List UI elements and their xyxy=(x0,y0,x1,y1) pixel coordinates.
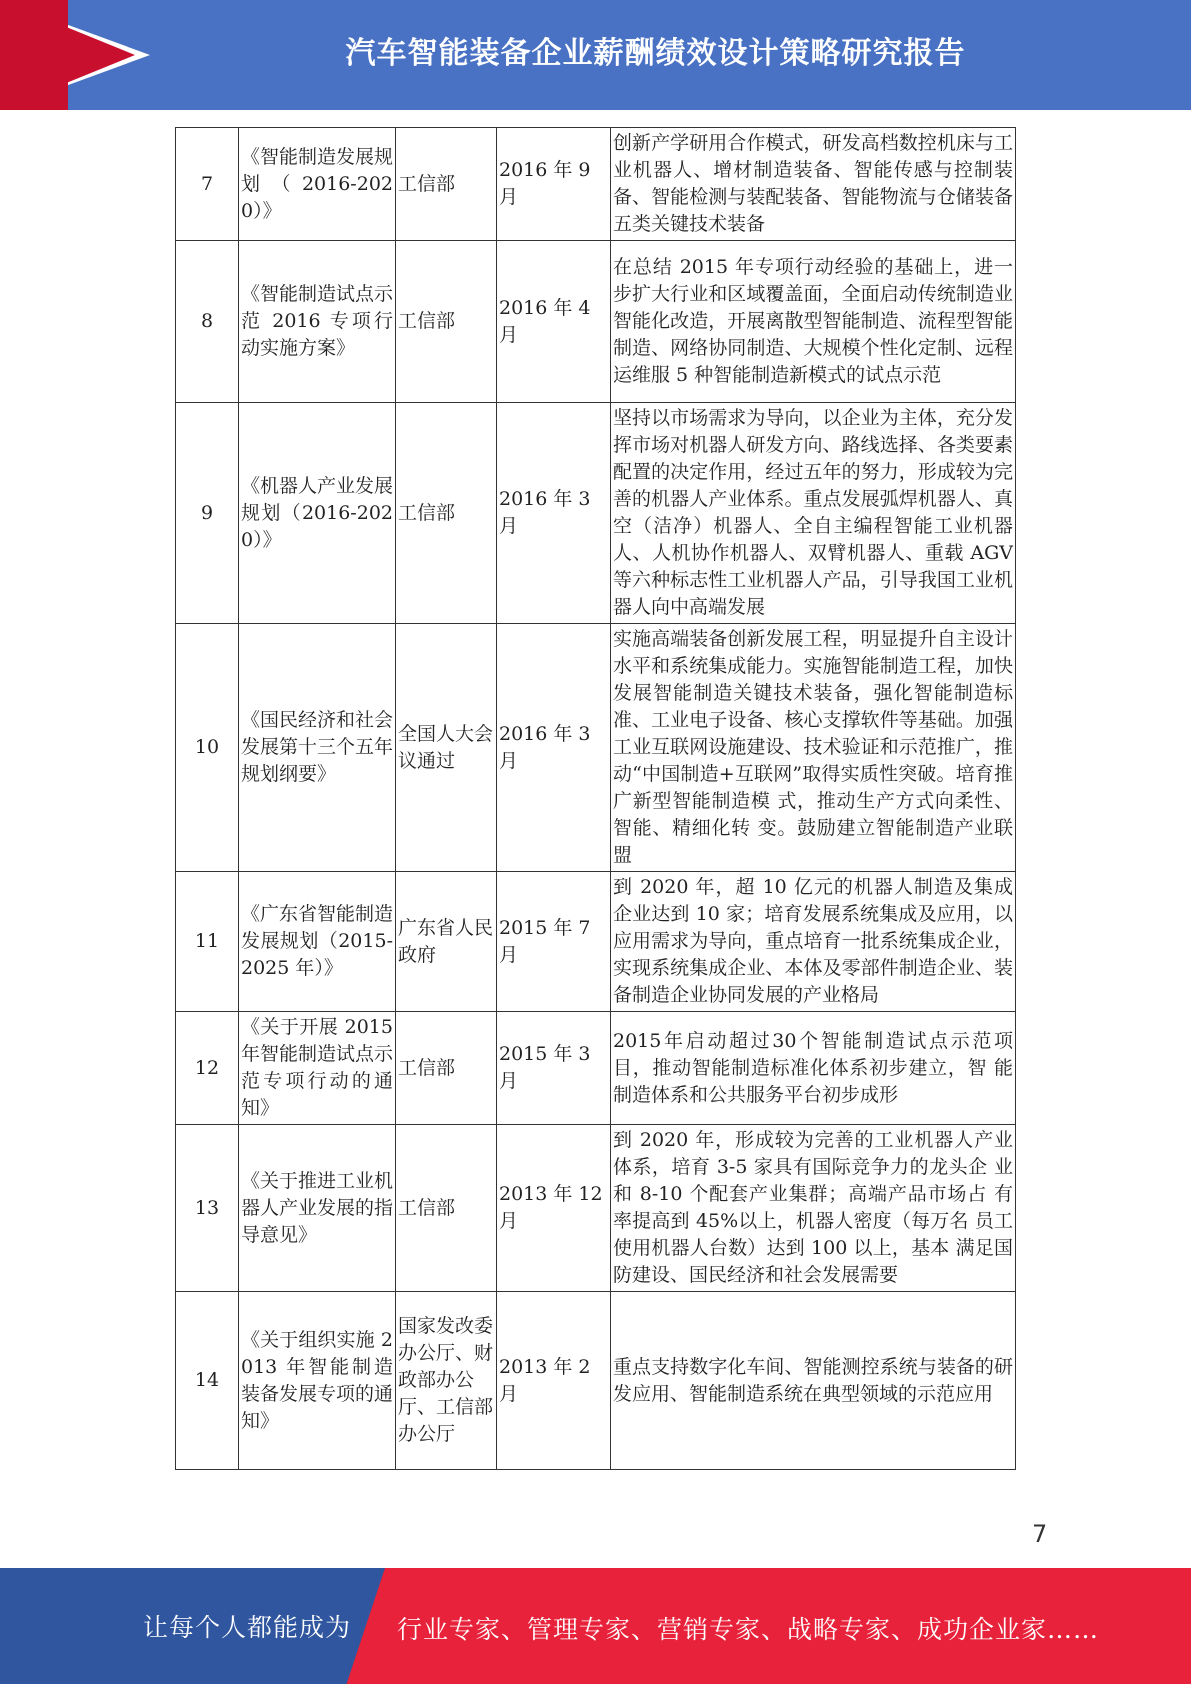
page-number: 7 xyxy=(1032,1520,1048,1548)
report-title: 汽车智能装备企业薪酬绩效设计策略研究报告 xyxy=(345,36,966,71)
issue-date: 2015 年 7 月 xyxy=(497,872,611,1012)
policy-description: 2015年启动超过30个智能制造试点示范项 目，推动智能制造标准化体系初步建立，智 能制造体系和公共服务平台初步成形 xyxy=(611,1012,1016,1125)
policy-name: 《国民经济和社会发展第十三个五年规划纲要》 xyxy=(239,624,396,872)
policy-name: 《关于推进工业机器人产业发展的指导意见》 xyxy=(239,1125,396,1292)
table-row xyxy=(176,1012,1016,1125)
table-row xyxy=(176,403,1016,624)
table-row xyxy=(176,241,1016,403)
row-number: 10 xyxy=(176,624,239,872)
issuing-department: 工信部 xyxy=(396,241,497,403)
table-row xyxy=(176,872,1016,1012)
row-number: 9 xyxy=(176,403,239,624)
policy-description: 坚持以市场需求为导向，以企业为主体，充分发挥市场对机器人研发方向、路线选择、各类要素配置的决定作用，经过五年的努力，形成较为完善的机器人产业体系。重点发展弧焊机器人、真空（洁净）机器人、全自主编程智能工业机器人、人机协作机器人、双臂机器人、重载 AGV 等六种标志性工业机器人产品，引导我国工业机器人向中高端发展 xyxy=(611,403,1016,624)
table-row xyxy=(176,1292,1016,1470)
issue-date: 2016 年 3 月 xyxy=(497,624,611,872)
table-row xyxy=(176,624,1016,872)
issuing-department: 工信部 xyxy=(396,1012,497,1125)
policy-description: 到 2020 年，形成较为完善的工业机器人产业体系，培育 3-5 家具有国际竞争力的龙头企 业和 8-10 个配套产业集群；高端产品市场占 有率提高到 45%以上，机器人密度（每万名 员工使用机器人台数）达到 100 以上，基本 满足国防建设、国民经济和社会发展需要 xyxy=(611,1125,1016,1292)
issuing-department: 工信部 xyxy=(396,1125,497,1292)
issue-date: 2013 年 2 月 xyxy=(497,1292,611,1470)
policy-name: 《机器人产业发展规划（2016-2020）》 xyxy=(239,403,396,624)
page-footer xyxy=(0,1568,1191,1684)
row-number: 11 xyxy=(176,872,239,1012)
policy-description: 到 2020 年，超 10 亿元的机器人制造及集成企业达到 10 家；培育发展系统集成及应用，以应用需求为导向，重点培育一批系统集成企业，实现系统集成企业、本体及零部件制造企业、装备制造企业协同发展的产业格局 xyxy=(611,872,1016,1012)
page-header xyxy=(0,0,1191,110)
policy-description: 实施高端装备创新发展工程，明显提升自主设计水平和系统集成能力。实施智能制造工程，加快发展智能制造关键技术装备，强化智能制造标准、工业电子设备、核心支撑软件等基础。加强工业互联网设施建设、技术验证和示范推广，推动“中国制造+互联网”取得实质性突破。培育推广新型智能制造模 式，推动生产方式向柔性、智能、精细化转 变。鼓励建立智能制造产业联盟 xyxy=(611,624,1016,872)
policy-name: 《广东省智能制造发展规划（2015-2025 年）》 xyxy=(239,872,396,1012)
policy-description: 重点支持数字化车间、智能测控系统与装备的研发应用、智能制造系统在典型领域的示范应用 xyxy=(611,1292,1016,1470)
policy-name: 《智能制造试点示范 2016 专项行动实施方案》 xyxy=(239,241,396,403)
table-row xyxy=(176,128,1016,241)
row-number: 14 xyxy=(176,1292,239,1470)
issue-date: 2016 年 9 月 xyxy=(497,128,611,241)
policy-name: 《智能制造发展规划（2016-2020）》 xyxy=(239,128,396,241)
issuing-department: 工信部 xyxy=(396,128,497,241)
issue-date: 2016 年 4 月 xyxy=(497,241,611,403)
issuing-department: 全国人大会议通过 xyxy=(396,624,497,872)
footer-slogan-left: 让每个人都能成为 xyxy=(143,1613,352,1642)
policy-description: 创新产学研用合作模式，研发高档数控机床与工业机器人、增材制造装备、智能传感与控制装备、智能检测与装配装备、智能物流与仓储装备五类关键技术装备 xyxy=(611,128,1016,241)
row-number: 13 xyxy=(176,1125,239,1292)
policy-name: 《关于组织实施 2013 年智能制造装备发展专项的通知》 xyxy=(239,1292,396,1470)
row-number: 8 xyxy=(176,241,239,403)
policy-name: 《关于开展 2015 年智能制造试点示范专项行动的通知》 xyxy=(239,1012,396,1125)
table-row xyxy=(176,1125,1016,1292)
issuing-department: 广东省人民政府 xyxy=(396,872,497,1012)
issue-date: 2015 年 3 月 xyxy=(497,1012,611,1125)
policy-description: 在总结 2015 年专项行动经验的基础上，进一步扩大行业和区域覆盖面，全面启动传统制造业智能化改造，开展离散型智能制造、流程型智能制造、网络协同制造、大规模个性化定制、远程运维服 5 种智能制造新模式的试点示范 xyxy=(611,241,1016,403)
issuing-department: 国家发改委办公厅、财政部办公厅、工信部办公厅 xyxy=(396,1292,497,1470)
issue-date: 2016 年 3 月 xyxy=(497,403,611,624)
issue-date: 2013 年 12 月 xyxy=(497,1125,611,1292)
issuing-department: 工信部 xyxy=(396,403,497,624)
row-number: 7 xyxy=(176,128,239,241)
footer-slogan-right: 行业专家、管理专家、营销专家、战略专家、成功企业家…… xyxy=(397,1615,1100,1644)
policy-table xyxy=(175,127,1016,1470)
row-number: 12 xyxy=(176,1012,239,1125)
